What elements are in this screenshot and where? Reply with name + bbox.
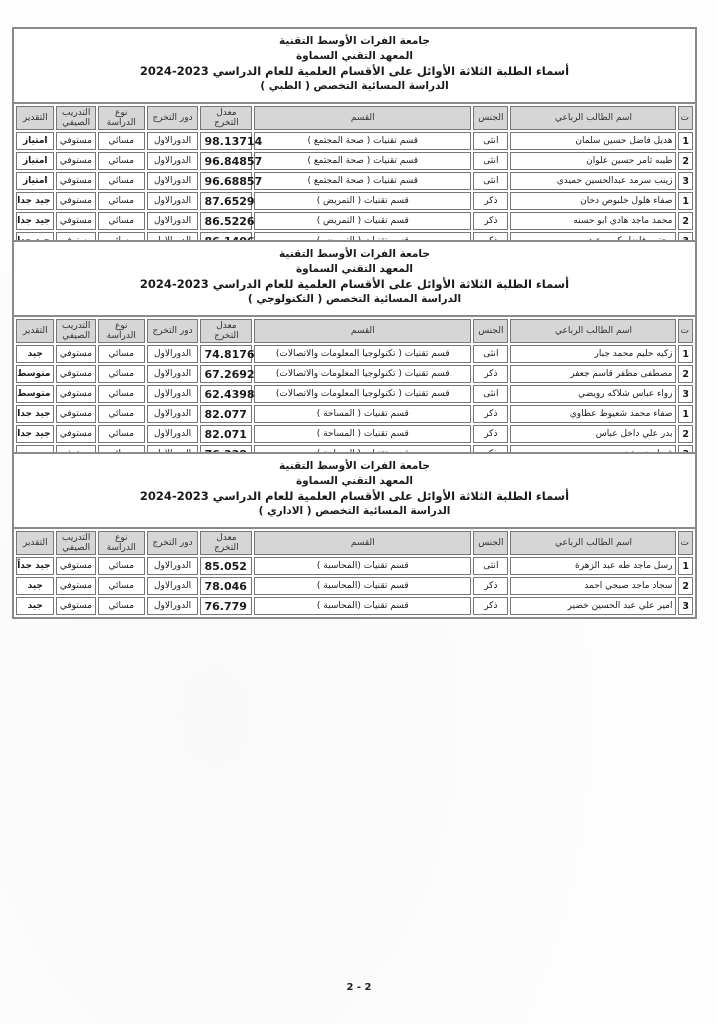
- cell-gpa: 98.13714: [200, 132, 252, 150]
- header-study-type: نوع الدراسة: [98, 531, 145, 555]
- cell-name: رواء عباس شلاكه رويضي: [510, 385, 676, 403]
- cell-round: الدورالاول: [147, 192, 199, 210]
- cell-gpa: 76.779: [200, 597, 252, 615]
- cell-name: بدر علي داخل عباس: [510, 425, 676, 443]
- cell-grade: جيد جدا: [16, 425, 54, 443]
- cell-gender: انثى: [473, 557, 508, 575]
- cell-name: زينب سرمد عبدالحسين حميدي: [510, 172, 676, 190]
- cell-gender: ذكر: [473, 192, 508, 210]
- cell-idx: 2: [678, 577, 693, 595]
- table-header-row: [16, 106, 693, 130]
- cell-grade: جيد جداً: [16, 557, 54, 575]
- cell-department: قسم تقنيات ( صحة المجتمع ): [254, 172, 471, 190]
- cell-gpa: 78.046: [200, 577, 252, 595]
- header-study-type: نوع الدراسة: [98, 319, 145, 343]
- cell-gpa: 82.071: [200, 425, 252, 443]
- cell-gender: ذكر: [473, 597, 508, 615]
- header-gender: الجنس: [473, 106, 508, 130]
- student-row: [16, 425, 693, 443]
- cell-round: الدورالاول: [147, 152, 199, 170]
- student-row: [16, 577, 693, 595]
- specialization-label: الدراسة المسائية التخصص ( الاداري ): [258, 505, 451, 517]
- cell-department: قسم تقنيات ( التمريض ): [254, 192, 471, 210]
- cell-round: الدورالاول: [147, 172, 199, 190]
- cell-idx: 2: [678, 212, 693, 230]
- cell-gpa: 85.052: [200, 557, 252, 575]
- cell-study-type: مسائي: [98, 192, 145, 210]
- section-header: [14, 242, 695, 315]
- table-body: [16, 345, 693, 463]
- cell-training: مستوفي: [56, 192, 95, 210]
- cell-idx: 1: [678, 132, 693, 150]
- cell-department: قسم تقنيات (المحاسبة ): [254, 577, 471, 595]
- cell-gender: انثى: [473, 385, 508, 403]
- list-title: أسماء الطلبة الثلاثة الأوائل على الأقسام العلمية للعام الدراسي 2023-2024: [139, 64, 570, 78]
- header-name: اسم الطالب الرباعي: [510, 319, 676, 343]
- header-department: القسم: [254, 319, 471, 343]
- cell-department: قسم تقنيات ( المساحة ): [254, 405, 471, 423]
- student-row: [16, 365, 693, 383]
- cell-idx: 3: [678, 597, 693, 615]
- cell-study-type: مسائي: [98, 557, 145, 575]
- cell-study-type: مسائي: [98, 132, 145, 150]
- cell-department: قسم تقنيات (المحاسبة ): [254, 597, 471, 615]
- header-department: القسم: [254, 106, 471, 130]
- cell-name: زكيه حليم محمد جبار: [510, 345, 676, 363]
- header-training: التدريب الصيفي: [56, 531, 95, 555]
- students-table: [14, 102, 695, 252]
- header-study-type: نوع الدراسة: [98, 106, 145, 130]
- cell-gpa: 96.68857: [200, 172, 252, 190]
- cell-gpa: 86.5226: [200, 212, 252, 230]
- header-round: دور التخرج: [147, 106, 199, 130]
- cell-study-type: مسائي: [98, 212, 145, 230]
- specialization-label: الدراسة المسائية التخصص ( الطبي ): [260, 80, 449, 92]
- university-name: جامعة الفرات الأوسط التقنية: [279, 248, 430, 260]
- cell-idx: 1: [678, 345, 693, 363]
- cell-grade: جيد جدا: [16, 405, 54, 423]
- section-block: [12, 240, 697, 465]
- cell-training: مستوفي: [56, 152, 95, 170]
- cell-grade: جيد جدا: [16, 212, 54, 230]
- student-row: [16, 385, 693, 403]
- cell-department: قسم تقنيات ( تكنولوجيا المعلومات والاتصالات): [254, 345, 471, 363]
- student-row: [16, 172, 693, 190]
- cell-department: قسم تقنيات (المحاسبة ): [254, 557, 471, 575]
- cell-gpa: 74.8176: [200, 345, 252, 363]
- institute-name: المعهد التقني السماوة: [295, 50, 414, 62]
- cell-round: الدورالاول: [147, 557, 199, 575]
- header-gpa: معدل التخرج: [200, 319, 252, 343]
- cell-round: الدورالاول: [147, 405, 199, 423]
- section-block: [12, 452, 697, 619]
- header-idx: ت: [678, 106, 693, 130]
- cell-grade: جيد: [16, 597, 54, 615]
- cell-study-type: مسائي: [98, 152, 145, 170]
- header-grade: التقدير: [16, 106, 54, 130]
- student-row: [16, 345, 693, 363]
- cell-training: مستوفي: [56, 345, 95, 363]
- cell-grade: جيد: [16, 577, 54, 595]
- cell-name: رسل ماجد طه عبد الزهرة: [510, 557, 676, 575]
- cell-name: مصطفى مظفر قاسم جعفر: [510, 365, 676, 383]
- cell-training: مستوفي: [56, 172, 95, 190]
- header-grade: التقدير: [16, 531, 54, 555]
- institute-name: المعهد التقني السماوة: [295, 263, 414, 275]
- cell-training: مستوفي: [56, 385, 95, 403]
- table-header-row: [16, 319, 693, 343]
- cell-round: الدورالاول: [147, 132, 199, 150]
- header-round: دور التخرج: [147, 319, 199, 343]
- cell-gender: ذكر: [473, 365, 508, 383]
- cell-name: سجاد ماجد صبحي احمد: [510, 577, 676, 595]
- cell-name: طيبه ثامر حسين علوان: [510, 152, 676, 170]
- student-row: [16, 405, 693, 423]
- cell-department: قسم تقنيات ( صحة المجتمع ): [254, 152, 471, 170]
- cell-gpa: 62.4398: [200, 385, 252, 403]
- cell-grade: متوسط: [16, 365, 54, 383]
- cell-round: الدورالاول: [147, 425, 199, 443]
- header-grade: التقدير: [16, 319, 54, 343]
- cell-department: قسم تقنيات ( تكنولوجيا المعلومات والاتصالات): [254, 365, 471, 383]
- cell-round: الدورالاول: [147, 345, 199, 363]
- cell-name: امير علي عبد الحسين خضير: [510, 597, 676, 615]
- students-table: [14, 315, 695, 465]
- cell-training: مستوفي: [56, 212, 95, 230]
- cell-gender: انثى: [473, 345, 508, 363]
- student-row: [16, 152, 693, 170]
- section-header: [14, 454, 695, 527]
- cell-name: صفاء هلول خلبوص دخان: [510, 192, 676, 210]
- cell-name: هديل فاضل حسين سلمان: [510, 132, 676, 150]
- cell-study-type: مسائي: [98, 365, 145, 383]
- header-name: اسم الطالب الرباعي: [510, 531, 676, 555]
- student-row: [16, 212, 693, 230]
- cell-gpa: 96.84857: [200, 152, 252, 170]
- cell-grade: متوسط: [16, 385, 54, 403]
- cell-idx: 1: [678, 192, 693, 210]
- cell-gpa: 82.077: [200, 405, 252, 423]
- institute-name: المعهد التقني السماوة: [295, 475, 414, 487]
- cell-training: مستوفي: [56, 365, 95, 383]
- cell-idx: 1: [678, 557, 693, 575]
- cell-department: قسم تقنيات ( التمريض ): [254, 212, 471, 230]
- university-name: جامعة الفرات الأوسط التقنية: [279, 460, 430, 472]
- cell-study-type: مسائي: [98, 577, 145, 595]
- cell-idx: 2: [678, 425, 693, 443]
- header-department: القسم: [254, 531, 471, 555]
- cell-department: قسم تقنيات ( صحة المجتمع ): [254, 132, 471, 150]
- cell-department: قسم تقنيات ( تكنولوجيا المعلومات والاتصالات): [254, 385, 471, 403]
- cell-name: صفاء محمد شعيوط عطاوي: [510, 405, 676, 423]
- cell-idx: 2: [678, 152, 693, 170]
- student-row: [16, 597, 693, 615]
- header-idx: ت: [678, 531, 693, 555]
- header-training: التدريب الصيفي: [56, 106, 95, 130]
- students-table: [14, 527, 695, 617]
- cell-grade: امتياز: [16, 172, 54, 190]
- cell-study-type: مسائي: [98, 405, 145, 423]
- specialization-label: الدراسة المسائية التخصص ( التكنولوجي ): [247, 293, 462, 305]
- student-row: [16, 192, 693, 210]
- cell-training: مستوفي: [56, 405, 95, 423]
- cell-study-type: مسائي: [98, 345, 145, 363]
- cell-round: الدورالاول: [147, 597, 199, 615]
- cell-training: مستوفي: [56, 132, 95, 150]
- section-block: [12, 27, 697, 252]
- header-gpa: معدل التخرج: [200, 531, 252, 555]
- cell-gender: ذكر: [473, 405, 508, 423]
- cell-study-type: مسائي: [98, 425, 145, 443]
- table-body: [16, 132, 693, 250]
- list-title: أسماء الطلبة الثلاثة الأوائل على الأقسام العلمية للعام الدراسي 2023-2024: [139, 489, 570, 503]
- cell-training: مستوفي: [56, 597, 95, 615]
- cell-idx: 3: [678, 172, 693, 190]
- cell-gender: ذكر: [473, 212, 508, 230]
- cell-grade: جيد جدا: [16, 192, 54, 210]
- cell-training: مستوفي: [56, 577, 95, 595]
- cell-gpa: 87.6529: [200, 192, 252, 210]
- table-body: [16, 557, 693, 615]
- cell-grade: امتياز: [16, 132, 54, 150]
- cell-round: الدورالاول: [147, 577, 199, 595]
- cell-gender: انثى: [473, 172, 508, 190]
- page-number: 2 - 2: [346, 982, 372, 993]
- header-round: دور التخرج: [147, 531, 199, 555]
- cell-round: الدورالاول: [147, 212, 199, 230]
- student-row: [16, 132, 693, 150]
- cell-gender: انثى: [473, 152, 508, 170]
- header-idx: ت: [678, 319, 693, 343]
- cell-idx: 3: [678, 385, 693, 403]
- cell-idx: 1: [678, 405, 693, 423]
- cell-grade: امتياز: [16, 152, 54, 170]
- cell-study-type: مسائي: [98, 597, 145, 615]
- cell-round: الدورالاول: [147, 365, 199, 383]
- university-name: جامعة الفرات الأوسط التقنية: [279, 35, 430, 47]
- header-gender: الجنس: [473, 319, 508, 343]
- cell-round: الدورالاول: [147, 385, 199, 403]
- cell-name: محمد ماجد هادي ابو حسنه: [510, 212, 676, 230]
- cell-study-type: مسائي: [98, 172, 145, 190]
- cell-study-type: مسائي: [98, 385, 145, 403]
- cell-gender: انثى: [473, 132, 508, 150]
- list-title: أسماء الطلبة الثلاثة الأوائل على الأقسام العلمية للعام الدراسي 2023-2024: [139, 277, 570, 291]
- cell-gender: ذكر: [473, 577, 508, 595]
- cell-idx: 2: [678, 365, 693, 383]
- cell-gender: ذكر: [473, 425, 508, 443]
- header-gender: الجنس: [473, 531, 508, 555]
- cell-department: قسم تقنيات ( المساحة ): [254, 425, 471, 443]
- cell-training: مستوفي: [56, 557, 95, 575]
- cell-training: مستوفي: [56, 425, 95, 443]
- table-header-row: [16, 531, 693, 555]
- header-training: التدريب الصيفي: [56, 319, 95, 343]
- section-header: [14, 29, 695, 102]
- cell-grade: جيد: [16, 345, 54, 363]
- header-name: اسم الطالب الرباعي: [510, 106, 676, 130]
- student-row: [16, 557, 693, 575]
- cell-gpa: 67.2692: [200, 365, 252, 383]
- header-gpa: معدل التخرج: [200, 106, 252, 130]
